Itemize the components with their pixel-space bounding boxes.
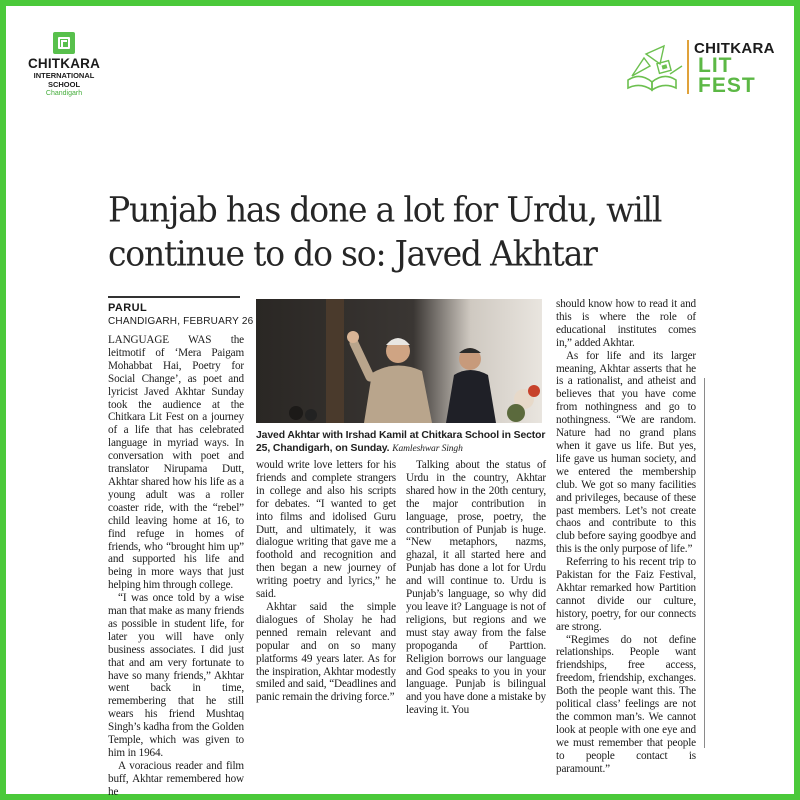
school-city: Chandigarh — [45, 90, 83, 97]
paragraph: Talking about the status of Urdu in the country, Akhtar shared how in the 20th century, the major contribution in language, prose, poetry, the contribution of Punjab is huge. “New metaphors, nazms, ghazal, it all started here and Punjab has done a lot for Urdu and will continue to. Urdu is Punjab’s language, so why did you leave it? Language is not of religions, but regions and we must stay away from the false propoganda of Parttion. Religion borrows our language and God speaks to you in your language. Punjab is bilingual and you have done a mistake by leaving it. You — [406, 459, 546, 717]
fest-logo-word-fest: FEST — [698, 74, 756, 97]
article-column-3 — [406, 459, 546, 717]
photo-credit: Kamleshwar Singh — [392, 443, 463, 454]
school-name: CHITKARA — [27, 56, 101, 71]
column-rule — [704, 378, 705, 748]
paragraph: Akhtar said the simple dialogues of Sholay he had penned remain relevant and popular and on so many platforms 49 years later. As for the inspiration, Akhtar modestly smiled and said, “Deadlines and panic remain the driving force.” — [256, 600, 396, 704]
logo-divider — [687, 40, 689, 94]
paragraph: “Regimes do not define relationships. People want friendships, free access, freedom, friendship, exchanges. Both the people want this. The political class’ feelings are not the common man’s. We cannot look at people with one eye and we must remember that people to people contact is paramount.” — [556, 633, 696, 775]
open-book-icon — [624, 44, 684, 96]
fest-logo-word-chitkara: CHITKARA — [694, 40, 775, 57]
school-subtitle-line-2: SCHOOL — [47, 80, 81, 89]
paragraph: As for life and its larger meaning, Akhtar asserts that he is a rationalist, and atheist and believes that you have come from nothingness and go to nothingness. “We are random. Nature had no grand plans when it gave us life. But yes, life gave us human society, and we entered the membership club. We got so many facilities and privileges, because of these past members. Let’s not create chaos and contribute to this club before saying goodbye and this is the only purpose of life.” — [556, 349, 696, 556]
paragraph: LANGUAGE WAS the leitmotif of ‘Mera Paigam Mohabbat Hai, Poetry for Social Change’, as poet and lyricist Javed Akhtar Sunday took the audience at the Chitkara Lit Fest on a journey of a life that has celebrated language in myriad ways. In conversation with poet and translator Nirupama Dutt, Akhtar shared how his life as a young adult was a roller coaster ride, with the “rebel” child leaving home at 16, to find refuge in homes of friends, who “brought him up” and supported his life and being in more ways that just helping him through college. — [108, 334, 244, 592]
school-emblem-icon — [53, 32, 75, 54]
caption-text: Javed Akhtar with Irshad Kamil at Chitkara School in Sector 25, Chandigarh, on Sunday. — [256, 430, 546, 454]
article-headline: Punjab has done a lot for Urdu, will continue to do so: Javed Akhtar — [108, 188, 662, 274]
lit-fest-logo — [624, 38, 774, 104]
article-column-1 — [108, 334, 244, 799]
article-photo — [256, 299, 542, 423]
paragraph: A voracious reader and film buff, Akhtar remembered how he — [108, 759, 244, 798]
byline-rule — [108, 296, 240, 298]
byline-author: PARUL — [108, 302, 148, 314]
byline-dateline: CHANDIGARH, FEBRUARY 26 — [108, 316, 254, 327]
article-column-2 — [256, 459, 396, 704]
photo-caption — [256, 430, 546, 455]
paragraph: Referring to his recent trip to Pakistan for the Faiz Festival, Akhtar remarked how Partition cannot divide our culture, history, poetry, for our connects are strong. — [556, 556, 696, 633]
school-logo — [18, 32, 110, 97]
paragraph: should know how to read it and this is where the role of educational institutes comes in,” added Akhtar. — [556, 298, 696, 349]
paragraph: would write love letters for his friends and complete strangers in college and also his scripts for debates. “I wanted to get into films and idolised Guru Dutt, and ultimately, it was dialogue writing that gave me a foothold and recognition and then began a new journey of writing poetry and lyrics,” he said. — [256, 459, 396, 601]
fest-logo-word-lit: LIT — [698, 54, 733, 77]
article-column-4 — [556, 298, 696, 776]
paragraph: “I was once told by a wise man that make as many friends as possible in student life, for later you will have only business associates. I did just that and am very fortunate to have so many friends,” Akhtar went back in time, remembering that he still wears his friend Mushtaq Singh’s kadha from the Golden Temple, which was given to him in 1964. — [108, 592, 244, 759]
school-subtitle-line-1: INTERNATIONAL — [33, 71, 95, 80]
